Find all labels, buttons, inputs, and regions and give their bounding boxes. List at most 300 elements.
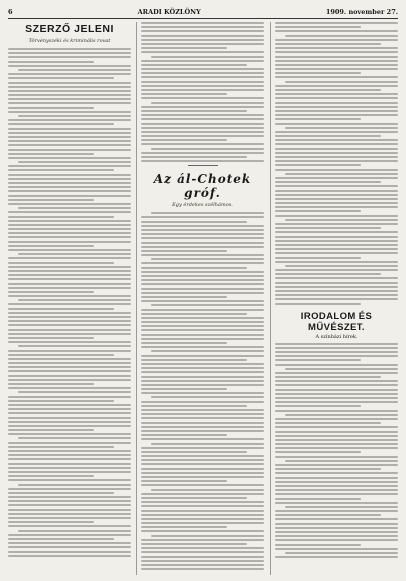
text-line bbox=[8, 387, 131, 389]
text-line bbox=[141, 309, 264, 311]
text-line bbox=[275, 539, 398, 541]
text-line bbox=[8, 303, 131, 305]
text-line bbox=[275, 143, 398, 145]
text-line bbox=[8, 283, 131, 285]
text-line bbox=[8, 471, 131, 473]
text-line bbox=[275, 359, 361, 361]
text-line bbox=[141, 242, 264, 244]
text-line bbox=[141, 426, 264, 428]
text-line bbox=[275, 481, 398, 483]
text-line bbox=[8, 492, 114, 494]
text-line bbox=[8, 220, 131, 222]
text-line bbox=[8, 333, 131, 335]
text-line bbox=[8, 316, 131, 318]
text-line bbox=[141, 543, 247, 545]
text-line bbox=[275, 384, 398, 386]
text-line bbox=[8, 274, 131, 276]
text-line bbox=[8, 182, 131, 184]
text-line bbox=[8, 98, 131, 100]
text-line bbox=[8, 270, 131, 272]
text-line bbox=[275, 114, 398, 116]
text-line bbox=[141, 139, 227, 141]
text-line bbox=[8, 404, 131, 406]
text-line bbox=[8, 475, 94, 477]
text-line bbox=[275, 56, 398, 58]
text-line bbox=[275, 431, 398, 433]
text-line bbox=[275, 39, 398, 41]
text-line bbox=[8, 500, 131, 502]
text-line bbox=[8, 61, 94, 63]
text-line bbox=[275, 236, 398, 238]
text-line bbox=[141, 455, 264, 457]
text-line bbox=[141, 81, 264, 83]
text-line bbox=[141, 123, 264, 125]
text-line bbox=[275, 223, 398, 225]
text-line bbox=[275, 248, 398, 250]
text-line bbox=[8, 86, 131, 88]
text-line bbox=[275, 468, 381, 470]
text-line bbox=[8, 396, 131, 398]
text-line bbox=[275, 439, 398, 441]
text-line bbox=[141, 514, 264, 516]
text-line bbox=[275, 135, 381, 137]
text-line bbox=[8, 525, 131, 527]
text-line bbox=[141, 216, 264, 218]
text-line bbox=[275, 198, 398, 200]
text-line bbox=[275, 389, 398, 391]
text-line bbox=[18, 69, 131, 71]
text-line bbox=[275, 347, 398, 349]
text-line bbox=[275, 139, 398, 141]
text-line bbox=[141, 321, 264, 323]
text-line bbox=[141, 22, 264, 24]
text-line bbox=[275, 43, 381, 45]
text-line bbox=[141, 135, 264, 137]
text-line bbox=[141, 85, 264, 87]
text-line bbox=[8, 555, 131, 557]
text-line bbox=[275, 514, 381, 516]
text-line bbox=[141, 93, 227, 95]
text-line bbox=[275, 110, 398, 112]
text-line bbox=[285, 265, 398, 267]
text-line bbox=[275, 257, 361, 259]
text-line bbox=[8, 211, 131, 213]
article-body bbox=[141, 22, 264, 162]
article-subtitle: Egy érdekes szélhámos. bbox=[172, 202, 233, 209]
text-line bbox=[8, 216, 114, 218]
header-rule bbox=[8, 18, 398, 19]
text-line bbox=[275, 556, 398, 558]
text-line bbox=[141, 430, 264, 432]
text-line bbox=[141, 459, 264, 461]
text-line bbox=[141, 480, 227, 482]
text-line bbox=[141, 380, 264, 382]
text-line bbox=[8, 433, 131, 435]
text-line bbox=[275, 160, 398, 162]
text-line bbox=[8, 417, 131, 419]
text-line bbox=[275, 397, 398, 399]
text-line bbox=[275, 106, 398, 108]
text-line bbox=[275, 426, 398, 428]
paper-name: ARADI KÖZLÖNY bbox=[137, 8, 201, 16]
text-line bbox=[18, 207, 131, 209]
text-line bbox=[275, 493, 398, 495]
text-line bbox=[141, 131, 264, 133]
text-line bbox=[141, 127, 264, 129]
text-line bbox=[141, 417, 264, 419]
text-line bbox=[141, 271, 264, 273]
text-line bbox=[275, 290, 398, 292]
text-line bbox=[8, 119, 131, 121]
text-line bbox=[8, 186, 131, 188]
text-line bbox=[275, 185, 398, 187]
text-line bbox=[8, 517, 131, 519]
text-line bbox=[275, 502, 398, 504]
text-line bbox=[8, 513, 131, 515]
text-line bbox=[18, 299, 131, 301]
text-line bbox=[275, 72, 361, 74]
text-line bbox=[141, 560, 264, 562]
text-line bbox=[141, 384, 264, 386]
text-line bbox=[275, 376, 381, 378]
text-line bbox=[8, 329, 131, 331]
text-line bbox=[141, 539, 264, 541]
text-line bbox=[141, 376, 264, 378]
text-line bbox=[141, 288, 264, 290]
text-line bbox=[275, 548, 398, 550]
text-line bbox=[141, 367, 264, 369]
text-line bbox=[18, 345, 131, 347]
text-line bbox=[275, 498, 361, 500]
text-line bbox=[141, 564, 264, 566]
text-line bbox=[275, 298, 398, 300]
text-line bbox=[8, 551, 131, 553]
text-line bbox=[275, 261, 398, 263]
text-line bbox=[8, 400, 114, 402]
text-line bbox=[275, 169, 398, 171]
text-line bbox=[141, 250, 227, 252]
text-line bbox=[141, 225, 264, 227]
text-line bbox=[8, 504, 131, 506]
text-line bbox=[141, 118, 264, 120]
text-line bbox=[18, 115, 131, 117]
text-line bbox=[141, 72, 264, 74]
text-line bbox=[141, 97, 264, 99]
text-line bbox=[275, 26, 361, 28]
text-line bbox=[8, 421, 131, 423]
text-line bbox=[141, 501, 264, 503]
text-line bbox=[8, 408, 131, 410]
text-line bbox=[275, 269, 398, 271]
text-line bbox=[8, 169, 114, 171]
text-line bbox=[151, 535, 264, 537]
text-line bbox=[141, 510, 264, 512]
text-line bbox=[141, 556, 264, 558]
text-line bbox=[275, 64, 398, 66]
text-line bbox=[141, 409, 264, 411]
text-line bbox=[8, 295, 131, 297]
text-line bbox=[151, 148, 264, 150]
text-line bbox=[141, 518, 264, 520]
text-line bbox=[275, 351, 398, 353]
text-line bbox=[141, 43, 264, 45]
text-line bbox=[8, 249, 131, 251]
text-line bbox=[141, 279, 264, 281]
text-line bbox=[8, 195, 131, 197]
text-line bbox=[8, 341, 131, 343]
text-line bbox=[8, 144, 131, 146]
text-line bbox=[8, 232, 131, 234]
text-line bbox=[8, 324, 131, 326]
text-line bbox=[141, 237, 264, 239]
text-line bbox=[8, 308, 114, 310]
text-line bbox=[151, 350, 264, 352]
text-line bbox=[285, 552, 398, 554]
text-line bbox=[151, 102, 264, 104]
text-line bbox=[141, 64, 247, 66]
text-line bbox=[141, 547, 264, 549]
text-line bbox=[8, 241, 131, 243]
text-line bbox=[8, 77, 114, 79]
text-line bbox=[18, 484, 131, 486]
text-line bbox=[275, 240, 398, 242]
text-line bbox=[18, 161, 131, 163]
section-title: IRODALOM ÉS MŰVÉSZET. bbox=[300, 310, 373, 333]
text-line bbox=[275, 405, 361, 407]
text-line bbox=[8, 224, 131, 226]
text-line bbox=[275, 294, 398, 296]
text-line bbox=[8, 362, 131, 364]
text-line bbox=[275, 131, 398, 133]
text-line bbox=[141, 246, 264, 248]
text-line bbox=[275, 422, 381, 424]
text-line bbox=[141, 568, 264, 570]
column-middle bbox=[141, 22, 264, 572]
text-line bbox=[8, 149, 131, 151]
text-line bbox=[8, 429, 94, 431]
text-line bbox=[8, 488, 131, 490]
text-line bbox=[275, 544, 361, 546]
text-line bbox=[285, 127, 398, 129]
text-line bbox=[8, 534, 131, 536]
text-line bbox=[8, 458, 131, 460]
text-line bbox=[275, 286, 398, 288]
text-line bbox=[141, 275, 264, 277]
text-line bbox=[275, 523, 398, 525]
text-line bbox=[275, 343, 398, 345]
text-line bbox=[275, 60, 398, 62]
text-line bbox=[141, 497, 247, 499]
text-line bbox=[8, 257, 131, 259]
text-line bbox=[141, 229, 264, 231]
text-line bbox=[8, 383, 94, 385]
text-line bbox=[8, 509, 131, 511]
text-line bbox=[275, 89, 381, 91]
text-line bbox=[275, 401, 398, 403]
text-line bbox=[275, 194, 398, 196]
text-line bbox=[8, 56, 131, 58]
text-line bbox=[141, 355, 264, 357]
text-line bbox=[141, 262, 264, 264]
text-line bbox=[141, 422, 264, 424]
column-divider bbox=[270, 22, 271, 575]
text-line bbox=[141, 160, 264, 162]
text-line bbox=[8, 358, 131, 360]
column-right bbox=[275, 22, 398, 560]
text-line bbox=[8, 174, 131, 176]
text-line bbox=[8, 245, 94, 247]
text-line bbox=[141, 334, 264, 336]
text-line bbox=[285, 35, 398, 37]
text-line bbox=[8, 52, 131, 54]
text-line bbox=[275, 85, 398, 87]
text-line bbox=[141, 76, 264, 78]
text-line bbox=[275, 215, 398, 217]
text-line bbox=[285, 414, 398, 416]
text-line bbox=[8, 48, 131, 50]
text-line bbox=[8, 107, 94, 109]
text-line bbox=[275, 303, 361, 305]
text-line bbox=[141, 468, 264, 470]
text-line bbox=[8, 203, 131, 205]
text-line bbox=[275, 244, 398, 246]
text-line bbox=[141, 254, 264, 256]
text-line bbox=[8, 542, 131, 544]
text-line bbox=[8, 479, 131, 481]
text-line bbox=[141, 292, 264, 294]
text-line bbox=[151, 304, 264, 306]
text-line bbox=[8, 82, 131, 84]
text-line bbox=[141, 434, 227, 436]
text-line bbox=[275, 30, 398, 32]
text-line bbox=[8, 111, 131, 113]
text-line bbox=[141, 392, 264, 394]
text-line bbox=[141, 346, 264, 348]
text-line bbox=[8, 102, 131, 104]
text-line bbox=[275, 227, 381, 229]
text-line bbox=[141, 233, 264, 235]
text-line bbox=[141, 26, 264, 28]
text-line bbox=[141, 472, 264, 474]
text-line bbox=[275, 282, 398, 284]
text-line bbox=[141, 338, 264, 340]
text-line bbox=[8, 140, 131, 142]
text-line bbox=[141, 363, 264, 365]
text-line bbox=[275, 355, 398, 357]
text-line bbox=[18, 391, 131, 393]
text-line bbox=[8, 521, 94, 523]
text-line bbox=[141, 313, 247, 315]
text-line bbox=[275, 68, 398, 70]
text-line bbox=[275, 156, 398, 158]
text-line bbox=[151, 396, 264, 398]
article-body bbox=[275, 343, 398, 559]
text-line bbox=[275, 518, 398, 520]
text-line bbox=[8, 412, 131, 414]
text-line bbox=[141, 329, 264, 331]
page-number: 6 bbox=[8, 8, 13, 16]
text-line bbox=[8, 90, 131, 92]
text-line bbox=[8, 190, 131, 192]
text-line bbox=[151, 212, 264, 214]
text-line bbox=[285, 219, 398, 221]
text-line bbox=[275, 118, 361, 120]
text-line bbox=[8, 228, 131, 230]
text-line bbox=[151, 443, 264, 445]
text-line bbox=[275, 380, 398, 382]
text-line bbox=[8, 123, 114, 125]
text-line bbox=[275, 93, 398, 95]
text-line bbox=[8, 354, 114, 356]
text-line bbox=[275, 152, 398, 154]
text-line bbox=[8, 157, 131, 159]
text-line bbox=[141, 371, 264, 373]
text-line bbox=[141, 551, 264, 553]
text-line bbox=[141, 401, 264, 403]
text-line bbox=[141, 47, 227, 49]
text-line bbox=[141, 143, 264, 145]
text-line bbox=[141, 359, 247, 361]
text-line bbox=[285, 368, 398, 370]
text-line bbox=[8, 199, 94, 201]
text-line bbox=[275, 489, 398, 491]
text-line bbox=[275, 477, 398, 479]
text-line bbox=[285, 81, 398, 83]
article-body bbox=[8, 48, 131, 557]
text-line bbox=[275, 51, 398, 53]
text-line bbox=[8, 538, 114, 540]
text-line bbox=[8, 128, 131, 130]
text-line bbox=[8, 287, 131, 289]
text-line bbox=[8, 312, 131, 314]
text-line bbox=[141, 283, 264, 285]
text-line bbox=[141, 325, 264, 327]
text-line bbox=[275, 206, 398, 208]
text-line bbox=[8, 153, 94, 155]
text-line bbox=[275, 485, 398, 487]
text-line bbox=[275, 181, 381, 183]
text-line bbox=[141, 300, 264, 302]
text-line bbox=[141, 114, 264, 116]
text-line bbox=[151, 489, 264, 491]
text-line bbox=[8, 446, 114, 448]
section-title: SZERZŐ JELENI bbox=[25, 23, 114, 35]
text-line bbox=[275, 273, 381, 275]
text-line bbox=[8, 94, 131, 96]
text-line bbox=[275, 418, 398, 420]
text-line bbox=[275, 47, 398, 49]
text-line bbox=[8, 467, 131, 469]
text-line bbox=[8, 375, 131, 377]
text-line bbox=[8, 425, 131, 427]
text-line bbox=[8, 73, 131, 75]
text-line bbox=[275, 531, 398, 533]
text-line bbox=[275, 364, 398, 366]
article-title: Az ál-Chotek gróf. bbox=[153, 172, 252, 201]
text-line bbox=[275, 231, 398, 233]
text-line bbox=[141, 296, 227, 298]
text-line bbox=[141, 388, 227, 390]
text-line bbox=[8, 370, 131, 372]
text-line bbox=[141, 35, 264, 37]
text-line bbox=[141, 530, 264, 532]
text-line bbox=[8, 278, 131, 280]
text-line bbox=[151, 258, 264, 260]
text-line bbox=[8, 454, 131, 456]
text-line bbox=[141, 39, 264, 41]
text-line bbox=[141, 463, 264, 465]
text-line bbox=[141, 152, 264, 154]
